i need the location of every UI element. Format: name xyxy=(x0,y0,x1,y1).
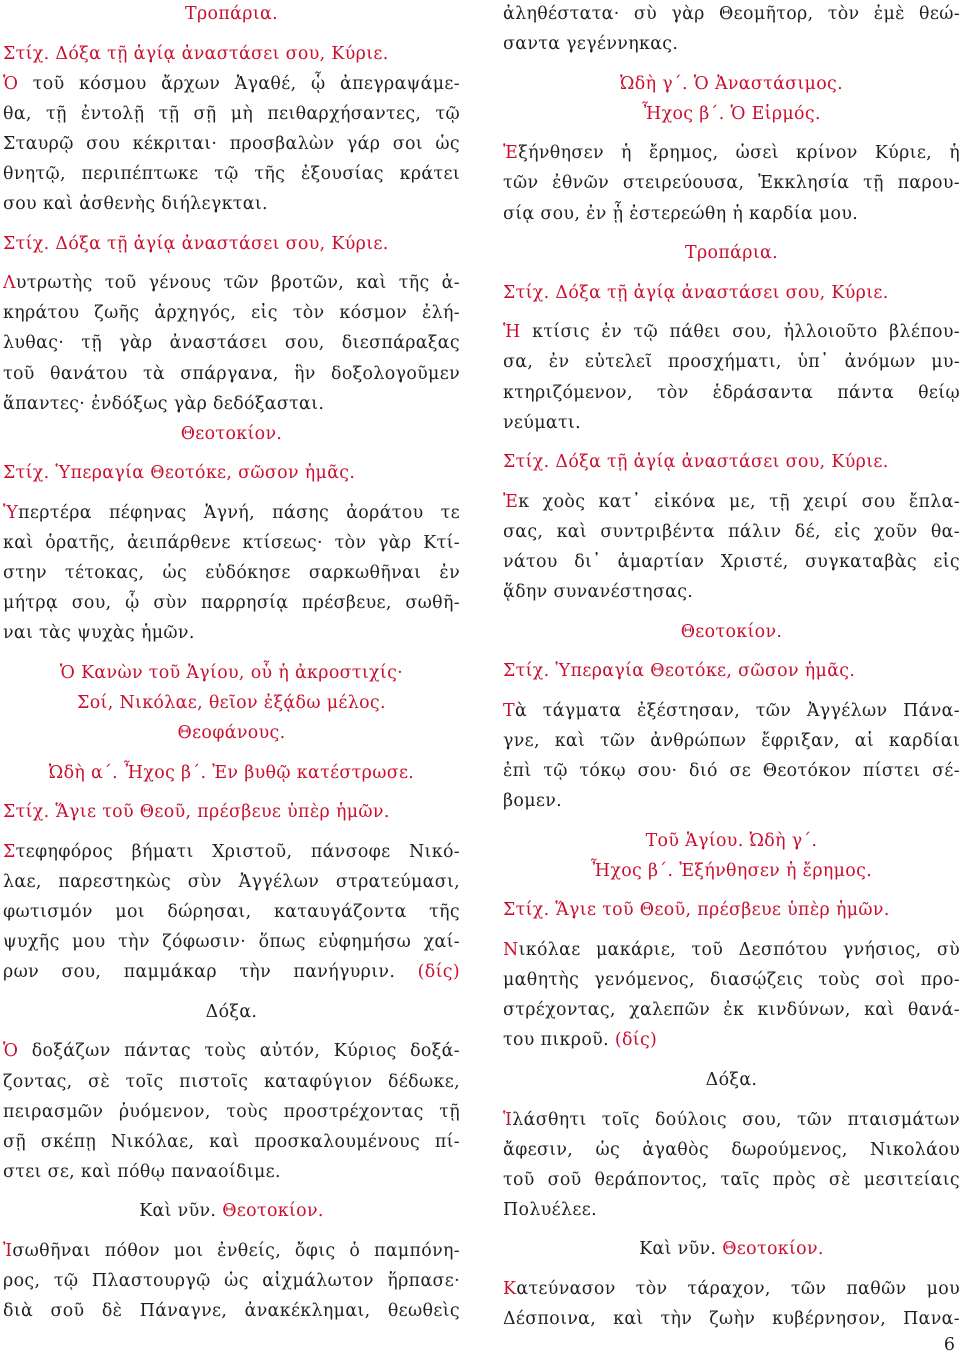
left-column xyxy=(3,0,460,1327)
body-text: κηράτου ζωῆς ἀρχηγός, εἰς τὸν κόσμον ἐλή- xyxy=(3,303,460,324)
text-line xyxy=(3,659,460,689)
text-line xyxy=(503,1136,960,1166)
body-text: ζοντας, σὲ τοῖς πιστοῖς καταφύγιον δέδωκε, xyxy=(3,1071,460,1092)
text-line xyxy=(3,459,460,489)
body-text: ρος, τῷ Πλαστουργῷ ὡς αἰχμάλωτον ἥρπασε· xyxy=(3,1271,460,1292)
text-line xyxy=(503,0,960,30)
paragraph-gap xyxy=(3,1188,460,1198)
rubric-text: Στίχ. Δόξα τῇ ἁγίᾳ ἀναστάσει σου, Κύριε. xyxy=(3,233,389,254)
rubric-text: Στίχ. Ἅγιε τοῦ Θεοῦ, πρέσβευε ὑπὲρ ἡμῶν. xyxy=(3,802,390,823)
text-line xyxy=(503,70,960,100)
text-line xyxy=(3,230,460,260)
text-line xyxy=(3,1128,460,1158)
text-line xyxy=(503,857,960,887)
rubric-text: Κ xyxy=(503,1278,517,1299)
body-text: στει σε, καὶ πόθῳ παναοίδιμε. xyxy=(3,1161,281,1182)
text-line xyxy=(503,518,960,548)
body-text: στην τέτοκας, ὡς εὐδόκησε σαρκωθῆναι ἐν xyxy=(3,563,460,584)
text-line xyxy=(3,559,460,589)
text-line xyxy=(503,657,960,687)
text-line xyxy=(3,299,460,329)
rubric-text: Σοί, Νικόλαε, θεῖον ἐξᾴδω μέλος. xyxy=(77,692,386,713)
text-line xyxy=(503,966,960,996)
body-text: ψυχῆς μου τὴν ζόφωσιν· ὅπως εὐφημήσω χαί- xyxy=(3,932,460,953)
paragraph-gap xyxy=(503,130,960,140)
body-text: Σταυρῷ σου κέκριται· προσβαλὼν γάρ σοι ὡς xyxy=(3,133,460,154)
body-text: περτέρα πέφηνας Ἁγνή, πάσης ἀοράτου τε xyxy=(18,502,460,523)
paragraph-gap xyxy=(503,478,960,488)
text-line xyxy=(503,100,960,130)
paragraph-gap xyxy=(3,749,460,759)
text-line xyxy=(3,360,460,390)
text-line xyxy=(503,618,960,648)
paragraph-gap xyxy=(503,817,960,827)
text-line xyxy=(503,488,960,518)
body-text: τοῦ κόσμου ἄρχων Ἀγαθέ, ᾧ ἀπεγραψάμε- xyxy=(18,73,460,94)
body-text: θνητῷ, περιπέπτωκε τῷ τῆς ἐξουσίας κράτει xyxy=(3,163,460,184)
text-line xyxy=(3,499,460,529)
body-text: νεύματι. xyxy=(503,412,581,433)
body-text: ατεύνασον τὸν τάραχον, τῶν παθῶν μου xyxy=(516,1278,960,1299)
body-text: τῶν ἐθνῶν στειρεύουσα, Ἐκκλησία τῇ παρου- xyxy=(503,173,960,194)
text-line xyxy=(503,200,960,230)
rubric-text: Θεοφάνους. xyxy=(177,723,286,744)
text-line xyxy=(3,329,460,359)
paragraph-gap xyxy=(503,927,960,937)
body-text: ἀληθέστατα· σὺ γὰρ Θεομῆτορ, τὸν ἐμὲ θεώ- xyxy=(503,4,960,24)
text-line xyxy=(503,169,960,199)
body-text: μαθητὴς γενόμενος, διασῴζεις τοὺς σοὶ προ- xyxy=(503,970,960,991)
text-line xyxy=(503,379,960,409)
body-text: πειρασμῶν ῥυόμενον, τοὺς προστρέχοντας τῇ xyxy=(3,1101,460,1122)
text-line xyxy=(3,1237,460,1267)
rubric-text: Ἱ xyxy=(503,1109,513,1130)
body-text: ᾅδην συνανέστησας. xyxy=(503,582,694,603)
text-line xyxy=(3,390,460,420)
body-text: στρέχοντας, χαλεπῶν ἐκ κινδύνων, καὶ θανά- xyxy=(503,1000,960,1021)
rubric-text: Θεοτοκίον. xyxy=(222,1201,324,1222)
paragraph-gap xyxy=(503,230,960,240)
paragraph-gap xyxy=(503,1096,960,1106)
text-line xyxy=(3,1267,460,1297)
body-text: μήτρᾳ σου, ᾧ σὺν παρρησίᾳ πρέσβευε, σωθῆ- xyxy=(3,593,460,614)
text-line xyxy=(503,727,960,757)
body-text: ἅπαντες· ἐνδόξως γὰρ δεδόξασται. xyxy=(3,393,325,414)
text-line xyxy=(3,100,460,130)
body-text: καὶ ὁρατῆς, ἀειπάρθενε κτίσεως· τὸν γὰρ Κτί- xyxy=(3,533,460,553)
text-line xyxy=(503,448,960,478)
body-text: λάσθητι τοῖς δούλοις σου, τῶν πταισμάτων xyxy=(512,1109,960,1130)
text-line xyxy=(503,1196,960,1226)
page-number: 6 xyxy=(943,1335,955,1355)
text-line xyxy=(3,1037,460,1067)
body-text: θα, τῇ ἐντολῇ τῇ σῇ μὴ πειθαρχήσαντες, τῷ xyxy=(3,103,460,124)
rubric-text: Στίχ. Δόξα τῇ ἁγίᾳ ἀναστάσει σου, Κύριε. xyxy=(3,43,389,64)
paragraph-gap xyxy=(3,1028,460,1038)
body-text: λαε, παρεστηκὼς σὺν Ἀγγέλων στρατεύμασι, xyxy=(3,871,460,892)
text-line xyxy=(3,838,460,868)
rubric-text: (δίς) xyxy=(417,962,460,983)
paragraph-gap xyxy=(503,1226,960,1236)
body-text: ξήνθησεν ἡ ἔρημος, ὡσεὶ κρίνον Κύριε, ἡ xyxy=(518,143,960,164)
text-line xyxy=(503,318,960,348)
text-line xyxy=(3,1158,460,1188)
paragraph-gap xyxy=(3,649,460,659)
rubric-text: Τοῦ Ἁγίου. Ὠδὴ γ΄. xyxy=(645,830,818,851)
text-line xyxy=(503,787,960,817)
text-line xyxy=(3,958,460,988)
text-line xyxy=(3,40,460,70)
rubric-text: Ὁ xyxy=(3,73,19,94)
text-line xyxy=(3,130,460,160)
rubric-text: Ἐ xyxy=(503,491,519,512)
body-text: τοῦ θανάτου τὰ σπάργανα, ἣν δοξολογοῦμεν xyxy=(3,363,460,384)
text-line xyxy=(503,30,960,60)
body-text: σαντα γεγέννηκας. xyxy=(503,34,679,55)
rubric-text: Λ xyxy=(3,273,16,294)
text-line xyxy=(3,70,460,100)
paragraph-gap xyxy=(3,489,460,499)
paragraph-gap xyxy=(503,269,960,279)
text-line xyxy=(3,1197,460,1227)
body-text: Δέσποινα, καὶ τὴν ζωὴν κυβέρνησον, Πανα- xyxy=(503,1309,960,1330)
text-line xyxy=(503,936,960,966)
text-line xyxy=(3,190,460,220)
body-text: του πικροῦ. xyxy=(503,1030,615,1051)
paragraph-gap xyxy=(3,988,460,998)
text-line xyxy=(503,1235,960,1265)
body-text: σα, ἐν εὐτελεῖ προσχήματι, ὑπ᾽ ἀνόμων μυ- xyxy=(503,352,960,373)
body-text: διὰ σοῦ δὲ Πάναγνε, ἀνακέκλημαι, θεωθεὶς xyxy=(3,1301,460,1322)
paragraph-gap xyxy=(503,60,960,70)
text-line xyxy=(3,619,460,649)
rubric-text: Στίχ. Δόξα τῇ ἁγίᾳ ἀναστάσει σου, Κύριε. xyxy=(503,452,889,473)
body-text: σίᾳ σου, ἐν ᾗ ἐστερεώθη ἡ καρδία μου. xyxy=(503,203,859,224)
paragraph-gap xyxy=(503,439,960,449)
text-line xyxy=(3,798,460,828)
rubric-text: Ἡ xyxy=(503,322,521,343)
rubric-text: Ἐ xyxy=(503,143,519,164)
body-text: Καὶ νῦν. xyxy=(639,1239,723,1260)
right-column xyxy=(503,0,960,1335)
rubric-text: Ὁ xyxy=(3,1041,19,1062)
text-line xyxy=(3,689,460,719)
rubric-text: Στίχ. Δόξα τῇ ἁγίᾳ ἀναστάσει σου, Κύριε. xyxy=(503,282,889,303)
body-text: Δόξα. xyxy=(705,1069,758,1090)
body-text: σου καὶ ἀσθενὴς διήλεγκται. xyxy=(3,194,268,215)
text-line xyxy=(503,348,960,378)
body-text: Δόξα. xyxy=(205,1001,258,1022)
body-text: σωθῆναι πόθον μοι ἐνθείς, ὄφις ὁ παμπόνη- xyxy=(12,1240,460,1261)
body-text: ὰ τάγματα ἐξέστησαν, τῶν Ἀγγέλων Πάνα- xyxy=(514,700,960,721)
body-text: βομεν. xyxy=(503,791,563,812)
text-line xyxy=(503,548,960,578)
text-line xyxy=(3,1068,460,1098)
paragraph-gap xyxy=(503,608,960,618)
text-line xyxy=(503,279,960,309)
body-text: κτηριζόμενον, τὸν ἑδράσαντα πάντα θείῳ xyxy=(503,382,960,403)
text-line xyxy=(503,697,960,727)
paragraph-gap xyxy=(3,1227,460,1237)
paragraph-gap xyxy=(503,687,960,697)
paragraph-gap xyxy=(3,220,460,230)
text-line xyxy=(503,1166,960,1196)
text-line xyxy=(503,757,960,787)
paragraph-gap xyxy=(3,30,460,40)
rubric-text: Στίχ. Ὑπεραγία Θεοτόκε, σῶσον ἡμᾶς. xyxy=(3,463,356,484)
text-line xyxy=(3,1297,460,1327)
body-text: κ χοὸς κατ᾽ εἰκόνα με, τῇ χειρί σου ἔπλα- xyxy=(518,491,960,512)
text-line xyxy=(3,759,460,789)
body-text: τοῦ σοῦ θεράποντος, ταῖς πρὸς σὲ μεσιτείαις xyxy=(503,1169,960,1190)
body-text: σῇ σκέπῃ Νικόλαε, καὶ προσκαλουμένους πί- xyxy=(3,1131,460,1152)
body-text: ἄφεσιν, ὡς ἀγαθὸς δωρούμενος, Νικολάου xyxy=(503,1139,960,1160)
rubric-text: Ὠδὴ α΄. Ἦχος β΄. Ἐν βυθῷ κατέστρωσε. xyxy=(48,762,415,783)
text-line xyxy=(3,589,460,619)
body-text: γνε, καὶ τῶν ἀνθρώπων ἔφριξαν, αἱ καρδίαι xyxy=(503,730,960,751)
rubric-text: Ἦχος β΄. Ἐξήνθησεν ἡ ἔρημος. xyxy=(590,860,873,881)
rubric-text: Θεοτοκίον. xyxy=(680,621,783,642)
body-text: Πολυέλεε. xyxy=(503,1199,597,1220)
text-line xyxy=(3,0,460,30)
body-text: ναι τὰς ψυχὰς ἡμῶν. xyxy=(3,623,195,644)
rubric-text: Ὠδὴ γ΄. Ὁ Ἀναστάσιμος. xyxy=(620,73,843,94)
body-text: υτρωτὴς τοῦ γένους τῶν βροτῶν, καὶ τῆς ἀ- xyxy=(15,273,460,294)
body-text: νάτου δι᾽ ἁμαρτίαν Χριστέ, συγκαταβὰς εἰς xyxy=(503,552,960,572)
rubric-text: Θεοτοκίον. xyxy=(180,423,283,444)
paragraph-gap xyxy=(503,309,960,319)
text-line xyxy=(503,1026,960,1056)
text-line xyxy=(503,1106,960,1136)
paragraph-gap xyxy=(503,1265,960,1275)
text-line xyxy=(3,269,460,299)
text-line xyxy=(503,578,960,608)
text-line xyxy=(3,998,460,1028)
body-text: σας, καὶ συντριβέντα πάλιν δέ, εἰς χοῦν θα- xyxy=(503,521,960,542)
paragraph-gap xyxy=(3,450,460,460)
paragraph-gap xyxy=(503,648,960,658)
body-text: Καὶ νῦν. xyxy=(139,1201,223,1222)
text-line xyxy=(3,868,460,898)
text-line xyxy=(3,928,460,958)
text-line xyxy=(3,898,460,928)
text-line xyxy=(503,409,960,439)
rubric-text: Τροπάρια. xyxy=(685,243,778,264)
text-line xyxy=(3,529,460,559)
body-text: φωτισμόν μοι δώρησαι, καταυγάζοντα τῆς xyxy=(3,902,460,923)
body-text: ἐπὶ τῷ τόκῳ σου· διό σε Θεοτόκον πίστει σέ- xyxy=(503,761,960,782)
text-line xyxy=(503,1305,960,1335)
paragraph-gap xyxy=(3,828,460,838)
text-line xyxy=(503,827,960,857)
body-text: δοξάζων πάντας τοὺς αὐτόν, Κύριος δοξά- xyxy=(18,1041,460,1062)
body-text: ρων σου, παμμάκαρ τὴν πανήγυριν. xyxy=(3,962,418,983)
text-line xyxy=(503,1275,960,1305)
body-text: ικόλαε μακάριε, τοῦ Δεσπότου γνήσιος, σὺ xyxy=(518,940,960,961)
text-line xyxy=(3,420,460,450)
rubric-text: Τ xyxy=(503,700,515,721)
rubric-text: Σ xyxy=(3,841,16,862)
rubric-text: (δίς) xyxy=(614,1030,658,1051)
text-line xyxy=(503,996,960,1026)
paragraph-gap xyxy=(503,887,960,897)
rubric-text: Ἰ xyxy=(3,1240,13,1261)
body-text: τεφηφόρος βήματι Χριστοῦ, πάνσοφε Νικό- xyxy=(15,841,460,862)
text-line xyxy=(503,1066,960,1096)
text-line xyxy=(503,896,960,926)
text-line xyxy=(503,239,960,269)
paragraph-gap xyxy=(3,789,460,799)
text-line xyxy=(3,1098,460,1128)
body-text: λυθας· τῇ γὰρ ἀναστάσει σου, διεσπάραξας xyxy=(3,333,460,354)
body-text: κτίσις ἐν τῷ πάθει σου, ἠλλοιοῦτο βλέπου- xyxy=(520,322,960,343)
paragraph-gap xyxy=(3,260,460,270)
rubric-text: Θεοτοκίον. xyxy=(722,1239,824,1260)
paragraph-gap xyxy=(503,1056,960,1066)
text-line xyxy=(3,719,460,749)
rubric-text: Στίχ. Ἅγιε τοῦ Θεοῦ, πρέσβευε ὑπὲρ ἡμῶν. xyxy=(503,900,890,921)
text-line xyxy=(3,160,460,190)
rubric-text: Ἦχος β΄. Ὁ Εἱρμός. xyxy=(642,103,821,124)
rubric-text: Ὑ xyxy=(3,502,19,523)
text-line xyxy=(503,139,960,169)
rubric-text: Ν xyxy=(503,940,519,961)
rubric-text: Ὁ Κανὼν τοῦ Ἁγίου, οὗ ἡ ἀκροστιχίς· xyxy=(59,662,404,683)
rubric-text: Τροπάρια. xyxy=(185,4,278,24)
rubric-text: Στίχ. Ὑπεραγία Θεοτόκε, σῶσον ἡμᾶς. xyxy=(503,661,856,682)
